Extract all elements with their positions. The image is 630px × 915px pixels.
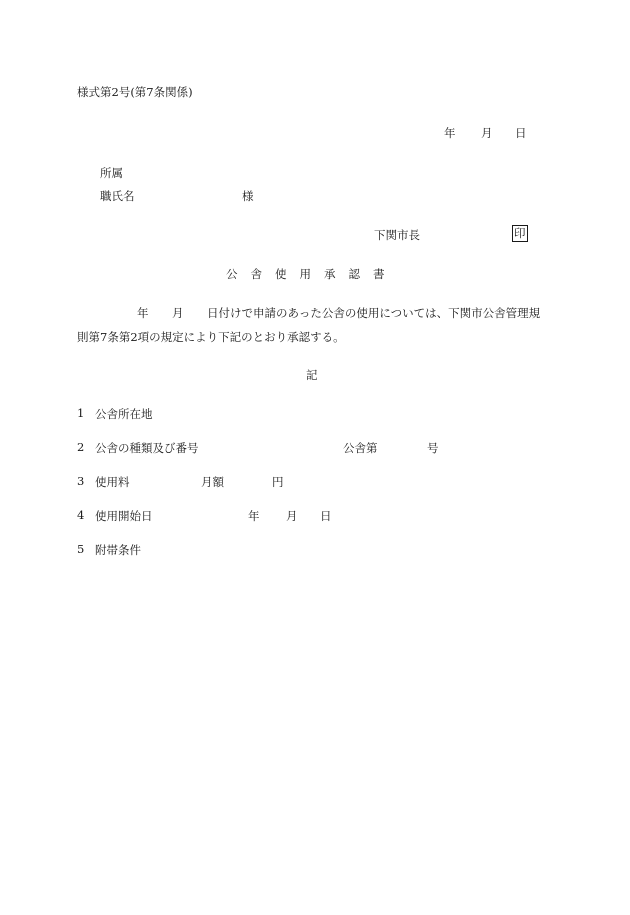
item-label-conditions: 附帯条件 xyxy=(95,543,141,557)
item-monthly-label: 月額 xyxy=(201,475,224,489)
item-label-type-number: 公舎の種類及び番号 xyxy=(95,441,199,455)
item-label-fee: 使用料 xyxy=(95,475,130,489)
item-label-location: 公舎所在地 xyxy=(95,407,153,421)
date-month-label: 月 xyxy=(481,126,493,140)
item-number: 3 xyxy=(77,474,85,488)
item-month-label: 月 xyxy=(286,509,298,523)
department-label: 所属 xyxy=(100,166,123,180)
item-year-label: 年 xyxy=(248,509,260,523)
item-number: 2 xyxy=(77,440,85,454)
date-day-label: 日 xyxy=(515,126,527,140)
item-yen-label: 円 xyxy=(272,475,284,489)
form-number: 様式第2号(第7条関係) xyxy=(77,85,193,99)
body-year-label: 年 xyxy=(137,306,149,320)
item-housing-suffix: 号 xyxy=(427,441,439,455)
item-label-start-date: 使用開始日 xyxy=(95,509,153,523)
document-title: 公舎使用承認書 xyxy=(226,267,398,281)
issuer-title: 下関市長 xyxy=(374,228,420,242)
item-number: 5 xyxy=(77,542,85,556)
item-housing-prefix: 公舎第 xyxy=(343,441,378,455)
item-number: 1 xyxy=(77,406,85,420)
seal-mark: 印 xyxy=(514,226,526,240)
name-title-label: 職氏名 xyxy=(100,189,135,203)
date-year-label: 年 xyxy=(444,126,456,140)
item-number: 4 xyxy=(77,508,85,522)
ki-heading: 記 xyxy=(306,368,318,382)
body-month-label: 月 xyxy=(172,306,184,320)
body-text-line-2: 則第7条第2項の規定により下記のとおり承認する。 xyxy=(77,330,345,344)
body-text-line-1: 日付けで申請のあった公舎の使用については、下関市公舎管理規 xyxy=(207,306,541,320)
honorific-label: 様 xyxy=(242,189,254,203)
item-day-label: 日 xyxy=(320,509,332,523)
